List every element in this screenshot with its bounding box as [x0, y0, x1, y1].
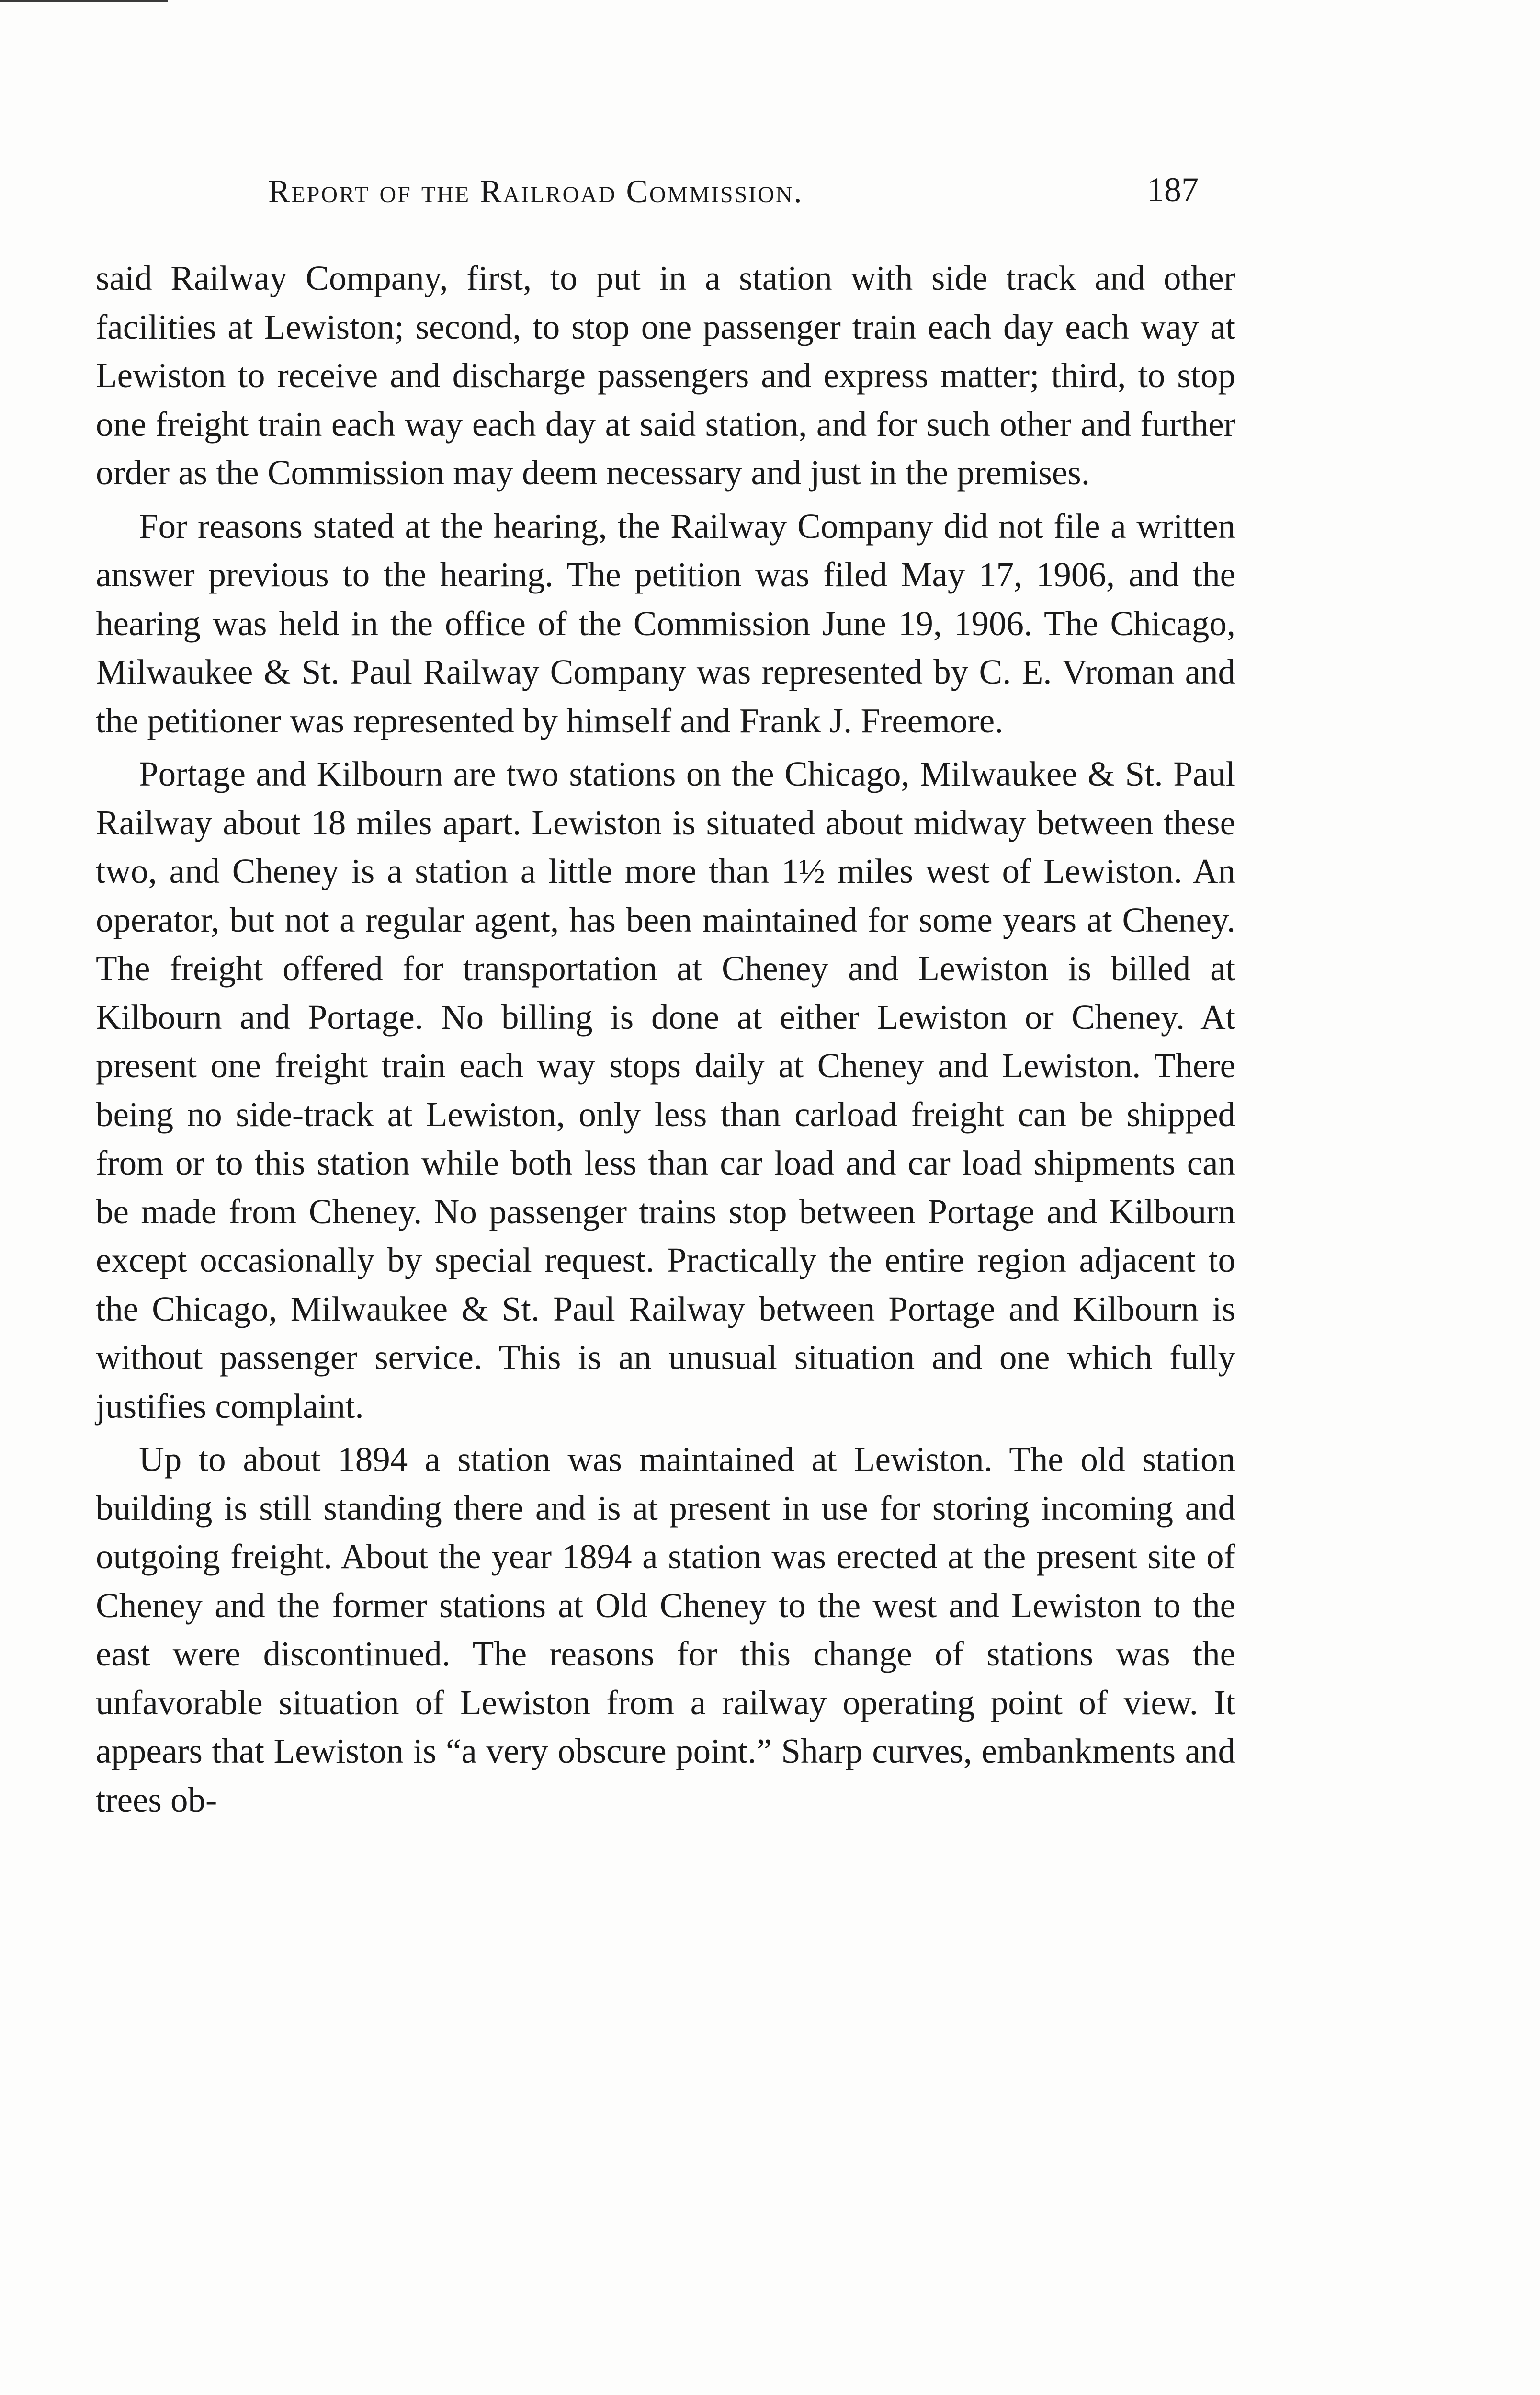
body-text — [96, 254, 1235, 1824]
paragraph-1: said Railway Company, first, to put in a station with side track and other facilities at Lewiston; second, to stop one passenger train each day each way at Lewiston to receive and discharge passengers and express matter; third, to stop one freight train each way each day at said station, and for such other and further order as the Commission may deem necessary and just in the premises. — [96, 259, 1235, 492]
paragraph-3: Portage and Kilbourn are two stations on the Chicago, Milwaukee & St. Paul Railway about 18 miles apart. Lewiston is situated about midway between these two, and Cheney is a station a little more than 1½ miles west of Lewiston. An operator, but not a regular agent, has been maintained for some years at Cheney. The freight offered for transportation at Cheney and Lewiston is billed at Kilbourn and Portage. No billing is done at either Lewiston or Cheney. At present one freight train each way stops daily at Cheney and Lewiston. There being no side-track at Lewiston, only less than carload freight can be shipped from or to this station while both less than car load and car load shipments can be made from Cheney. No passenger trains stop between Portage and Kilbourn except occasionally by special request. Practically the entire region adjacent to the Chicago, Milwaukee & St. Paul Railway between Portage and Kilbourn is without passenger service. This is an unusual situation and one which fully justifies complaint. — [96, 754, 1235, 1426]
running-header: Report of the Railroad Commission. — [268, 173, 804, 209]
top-rule — [0, 0, 168, 2]
paragraph-2: For reasons stated at the hearing, the Railway Company did not file a written answer previous to the hearing. The petition was filed May 17, 1906, and the hearing was held in the office of the Commission June 19, 1906. The Chicago, Milwaukee & St. Paul Railway Company was represented by C. E. Vroman and the petitioner was represented by himself and Frank J. Freemore. — [96, 506, 1235, 740]
page-number: 187 — [1147, 171, 1199, 209]
paragraph-4: Up to about 1894 a station was maintained at Lewiston. The old station building is still standing there and is at present in use for storing incoming and outgoing freight. About the year 1894 a station was erected at the present site of Cheney and the former stations at Old Cheney to the west and Lewiston to the east were discontinued. The reasons for this change of stations was the unfavorable situation of Lewiston from a railway operating point of view. It appears that Lewiston is “a very obscure point.” Sharp curves, embankments and trees ob- — [96, 1440, 1235, 1819]
